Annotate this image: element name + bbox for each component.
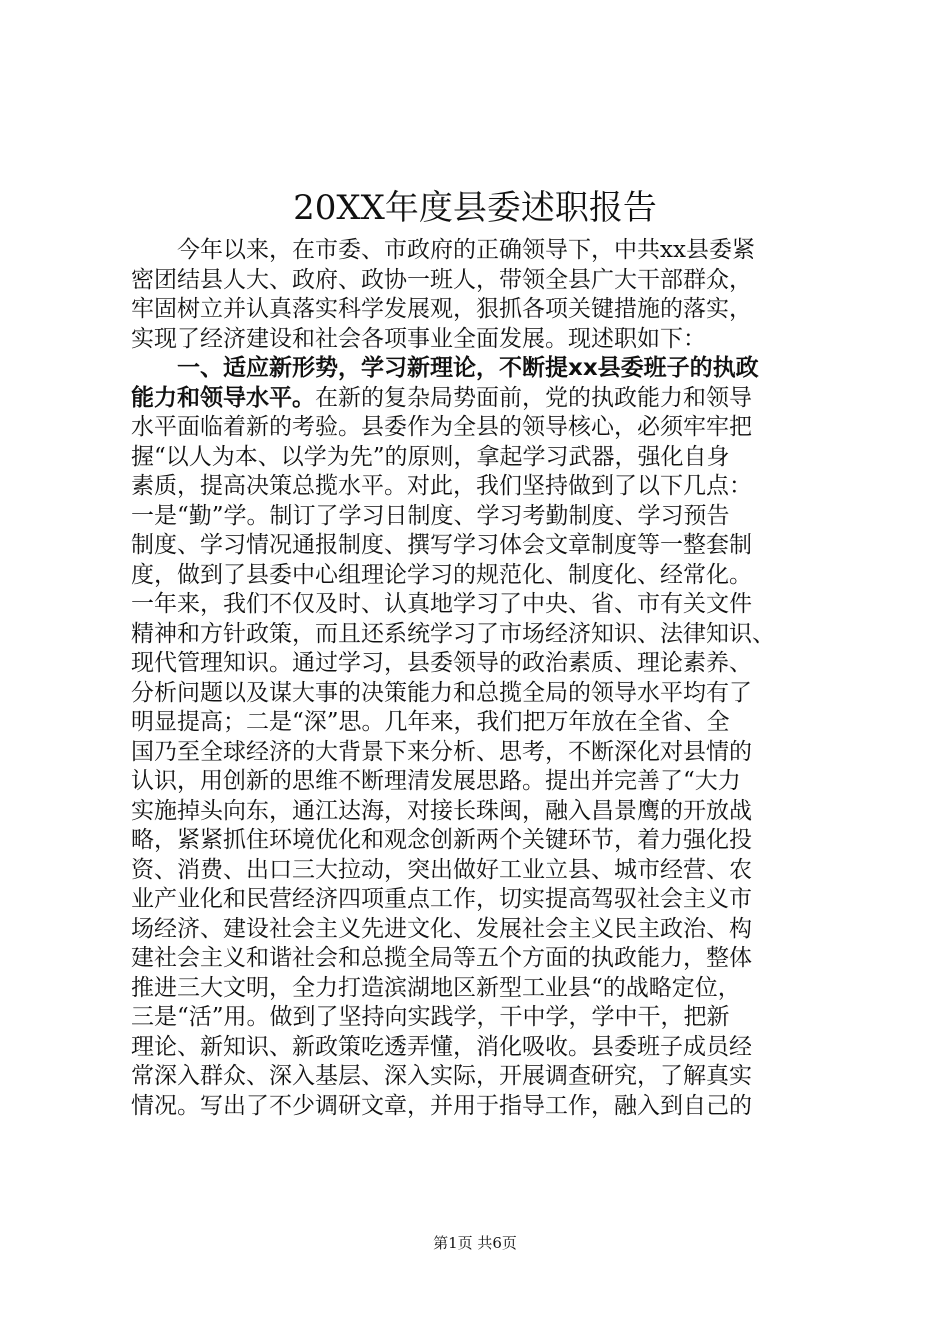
paragraph-line: 明显提高；二是“深”思。几年来，我们把万年放在全省、全 [131, 709, 730, 735]
paragraph-line: 握“以人为本、以学为先”的原则，拿起学习武器，强化自身 [131, 443, 730, 470]
page-title: 20XX年度县委述职报告 [293, 188, 657, 228]
paragraph-line: 度，做到了县委中心组理论学习的规范化、制度化、经常化。 [131, 561, 752, 588]
paragraph-line: 制度、学习情况通报制度、撰写学习体会文章制度等一整套制 [131, 532, 752, 558]
paragraph-line: 密团结县人大、政府、政协一班人，带领全县广大干部群众， [131, 266, 752, 293]
page-footer: 第1页 共6页 [433, 1234, 517, 1252]
paragraph-line: 情况。写出了不少调研文章，并用于指导工作，融入到自己的 [131, 1092, 752, 1119]
document-body [131, 236, 831, 1121]
paragraph-line: 现代管理知识。通过学习，县委领导的政治素质、理论素养、 [131, 650, 752, 676]
section-heading: 一、适应新形势，学习新理论，不断提xx县委班子的执政 [177, 355, 759, 381]
paragraph-line: 略，紧紧抓住环境优化和观念创新两个关键环节，着力强化投 [131, 827, 752, 853]
section-body [131, 413, 831, 1121]
paragraph-line: 牢固树立并认真落实科学发展观，狠抓各项关键措施的落实， [131, 296, 752, 322]
paragraph-line: 一是“勤”学。制订了学习日制度、学习考勤制度、学习预告 [131, 502, 730, 529]
paragraph-text: 在新的复杂局势面前，党的执政能力和领导 [315, 384, 752, 411]
paragraph-line: 国乃至全球经济的大背景下来分析、思考，不断深化对县情的 [131, 738, 752, 765]
paragraph-line: 理论、新知识、新政策吃透弄懂，消化吸收。县委班子成员经 [131, 1033, 752, 1060]
paragraph-line: 精神和方针政策，而且还系统学习了市场经济知识、法律知识、 [131, 620, 775, 647]
paragraph-line: 常深入群众、深入基层、深入实际，开展调查研究，了解真实 [131, 1063, 752, 1089]
paragraph-line: 水平面临着新的考验。县委作为全县的领导核心，必须牢牢把 [131, 414, 752, 440]
paragraph-line: 三是“活”用。做到了坚持向实践学，干中学，学中干，把新 [131, 1004, 730, 1030]
paragraph-line: 实施掉头向东，通江达海，对接长珠闽，融入昌景鹰的开放战 [131, 797, 752, 824]
paragraph-line: 资、消费、出口三大拉动，突出做好工业立县、城市经营、农 [131, 856, 752, 883]
paragraph-line: 业产业化和民营经济四项重点工作，切实提高驾驭社会主义市 [131, 886, 752, 912]
section-heading-continued [131, 384, 831, 414]
paragraph-line: 场经济、建设社会主义先进文化、发展社会主义民主政治、构 [131, 915, 752, 942]
paragraph-line: 一年来，我们不仅及时、认真地学习了中央、省、市有关文件 [131, 591, 752, 617]
paragraph-line: 认识，用创新的思维不断理清发展思路。提出并完善了“大力 [131, 768, 741, 794]
paragraph-line: 分析问题以及谋大事的决策能力和总揽全局的领导水平均有了 [131, 679, 752, 706]
paragraph-line: 实现了经济建设和社会各项事业全面发展。现述职如下： [131, 325, 706, 352]
paragraph-line: 建社会主义和谐社会和总揽全局等五个方面的执政能力，整体 [131, 945, 752, 971]
paragraph-line: 推进三大文明，全力打造滨湖地区新型工业县“的战略定位， [131, 974, 741, 1001]
section-heading-tail: 能力和领导水平。 [131, 384, 315, 411]
paragraph-line: 今年以来，在市委、市政府的正确领导下，中共xx县委紧 [177, 237, 755, 263]
paragraph-line: 素质，提高决策总揽水平。对此，我们坚持做到了以下几点： [131, 473, 752, 499]
